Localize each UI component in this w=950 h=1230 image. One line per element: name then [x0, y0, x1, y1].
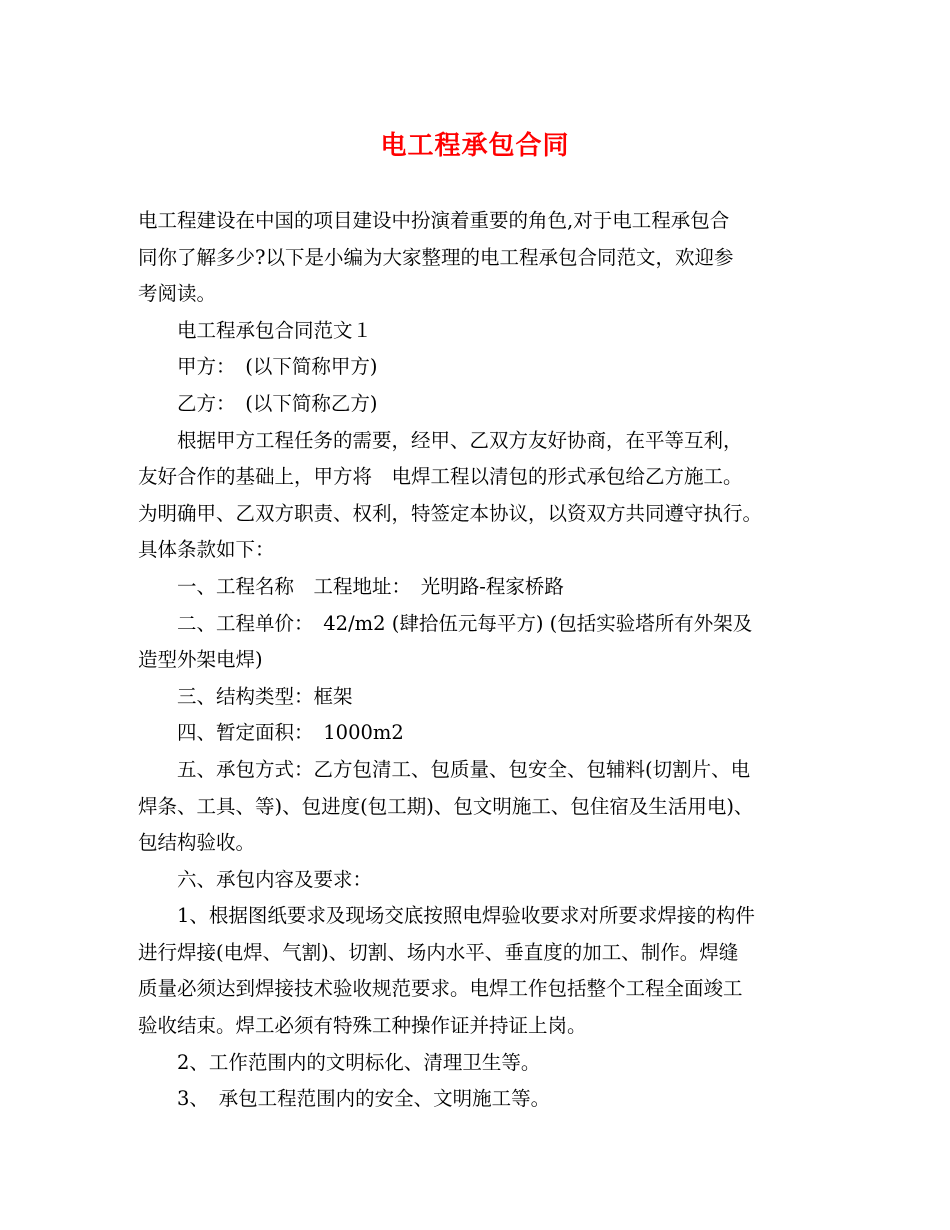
- text-line: 电工程建设在中国的项目建设中扮演着重要的角色,对于电工程承包合: [138, 209, 730, 232]
- text-line: 具体条款如下：: [138, 538, 275, 562]
- clause-line: 四、暂定面积： 1000m2: [138, 721, 404, 745]
- clause-line: 验收结束。焊工必须有特殊工种操作证并持证上岗。: [138, 1014, 587, 1038]
- text-line: 根据甲方工程任务的需要，经甲、乙双方友好协商，在平等互利，: [138, 428, 743, 452]
- text-line: 友好合作的基础上，甲方将 电焊工程以清包的形式承包给乙方施工。: [138, 465, 743, 489]
- clause-line: 二、工程单价： 42/m2 (肆拾伍元每平方) (包括实验塔所有外架及: [138, 611, 753, 635]
- document-title: 电工程承包合同: [380, 131, 570, 161]
- clause-line: 造型外架电焊): [138, 648, 263, 672]
- section-heading: 电工程承包合同范文１: [138, 318, 373, 342]
- document-body: [138, 203, 828, 1118]
- party-a-line: 甲方： (以下简称甲方): [138, 355, 378, 379]
- text-line: 同你了解多少?以下是小编为大家整理的电工程承包合同范文，欢迎参: [138, 245, 734, 269]
- clause-line: 一、工程名称 工程地址： 光明路-程家桥路: [138, 574, 564, 598]
- clause-line: 1、根据图纸要求及现场交底按照电焊验收要求对所要求焊接的构件: [138, 904, 755, 928]
- clause-line: 六、承包内容及要求：: [138, 867, 373, 891]
- clause-line: 三、结构类型：框架: [138, 684, 353, 708]
- text-line: 为明确甲、乙双方职责、权利，特签定本协议，以资双方共同遵守执行。: [138, 501, 763, 525]
- clause-line: 3、 承包工程范围内的安全、文明施工等。: [138, 1087, 551, 1111]
- clause-line: 进行焊接(电焊、气割)、切割、场内水平、垂直度的加工、制作。焊缝: [138, 940, 739, 964]
- party-b-line: 乙方： (以下简称乙方): [138, 391, 378, 415]
- clause-line: 2、工作范围内的文明标化、清理卫生等。: [138, 1050, 541, 1074]
- clause-line: 包结构验收。: [138, 831, 256, 855]
- clause-line: 焊条、工具、等)、包进度(包工期)、包文明施工、包住宿及生活用电)、: [138, 794, 754, 818]
- clause-line: 五、承包方式：乙方包清工、包质量、包安全、包辅料(切割片、电: [138, 757, 751, 781]
- text-line: 考阅读。: [138, 282, 217, 306]
- clause-line: 质量必须达到焊接技术验收规范要求。电焊工作包括整个工程全面竣工: [138, 977, 743, 1001]
